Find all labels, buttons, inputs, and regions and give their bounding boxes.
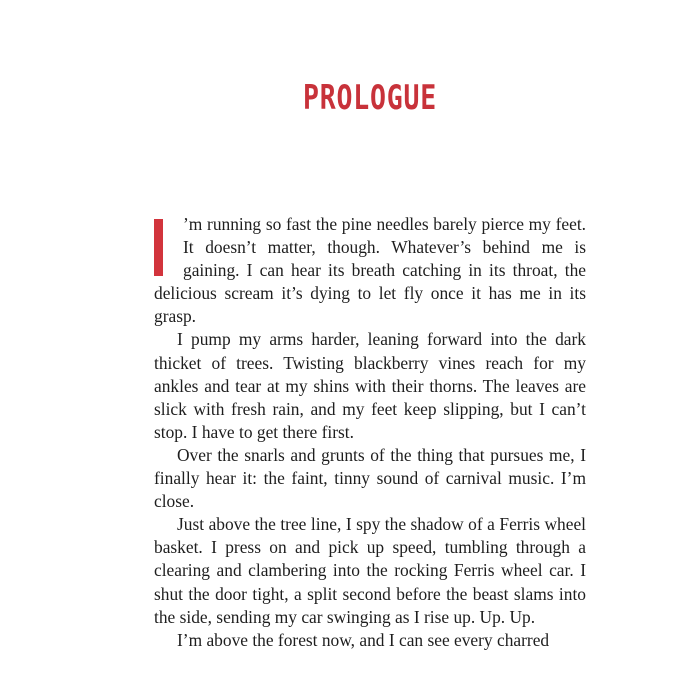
paragraph-text: ’m running so fast the pine needles barely pierce my feet. It doesn’t matter, though. Whatever’s behind me is gaining. I can hear its breath catching in its throat, the delicious scream it’s dying to let fly once it has me in its grasp. [154, 214, 586, 327]
drop-cap [154, 219, 163, 276]
paragraph [154, 213, 586, 328]
paragraph: I pump my arms harder, leaning forward into the dark thicket of trees. Twisting blackberry vines reach for my ankles and tear at my shins with their thorns. The leaves are slick with fresh rain, and my feet keep slipping, but I can’t stop. I have to get there first. [154, 329, 586, 442]
paragraph: I’m above the forest now, and I can see every charred [177, 629, 550, 650]
paragraph: Over the snarls and grunts of the thing that pursues me, I finally hear it: the faint, tinny sound of carnival music. I’m close. [154, 444, 586, 512]
body-text [154, 213, 586, 652]
paragraph: Just above the tree line, I spy the shadow of a Ferris wheel basket. I press on and pick up speed, tumbling through a clearing and clambering into the rocking Ferris wheel car. I shut the door tight, a split second before the beast slams into the side, sending my car swinging as I rise up. Up. Up. [154, 514, 586, 627]
chapter-title: PROLOGUE [303, 78, 437, 118]
